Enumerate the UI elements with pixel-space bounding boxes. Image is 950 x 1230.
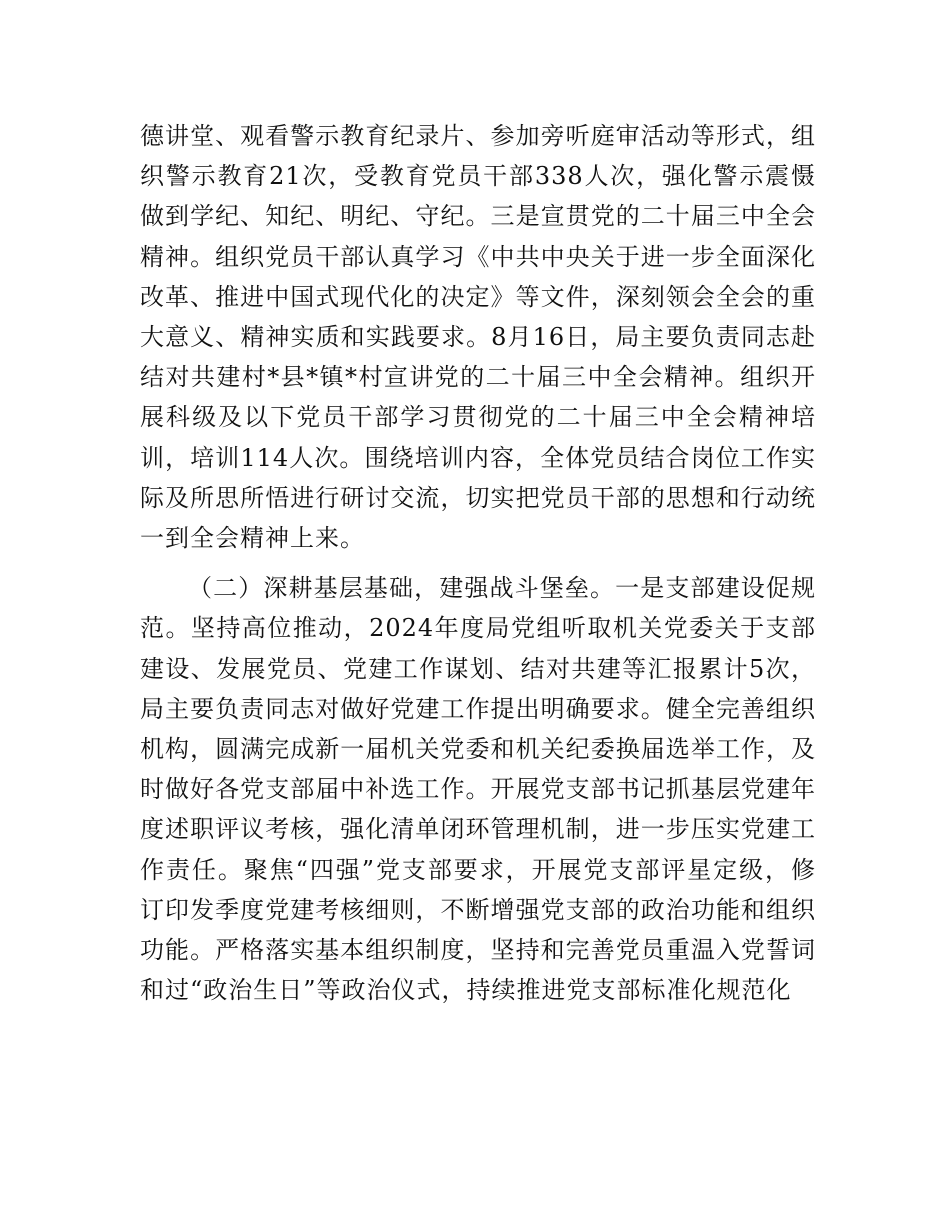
paragraph-section-two: （二）深耕基层基础，建强战斗堡垒。一是支部建设促规范。坚持高位推动，2024年度局党组听取机关党委关于支部建设、发展党员、党建工作谋划、结对共建等汇报累计5次，局主要负责同志对做好党建工作提出明确要求。健全完善组织机构，圆满完成新一届机关党委和机关纪委换届选举工作，及时做好各党支部届中补选工作。开展党支部书记抓基层党建年度述职评议考核，强化清单闭环管理机制，进一步压实党建工作责任。聚焦“四强”党支部要求，开展党支部评星定级，修订印发季度党建考核细则，不断增强党支部的政治功能和组织功能。严格落实基本组织制度，坚持和完善党员重温入党誓词和过“政治生日”等政治仪式，持续推进党支部标准化规范化 [140,574,816,1005]
paragraph-continued: 德讲堂、观看警示教育纪录片、参加旁听庭审活动等形式，组织警示教育21次，受教育党员干部338人次，强化警示震慑做到学纪、知纪、明纪、守纪。三是宣贯党的二十届三中全会精神。组织党员干部认真学习《中共中央关于进一步全面深化改革、推进中国式现代化的决定》等文件，深刻领会全会的重大意义、精神实质和实践要求。8月16日，局主要负责同志赴结对共建村*县*镇*村宣讲党的二十届三中全会精神。组织开展科级及以下党员干部学习贯彻党的二十届三中全会精神培训，培训114人次。围绕培训内容，全体党员结合岗位工作实际及所思所悟进行研讨交流，切实把党员干部的思想和行动统一到全会精神上来。 [140,122,816,553]
document-body [140,116,816,1010]
